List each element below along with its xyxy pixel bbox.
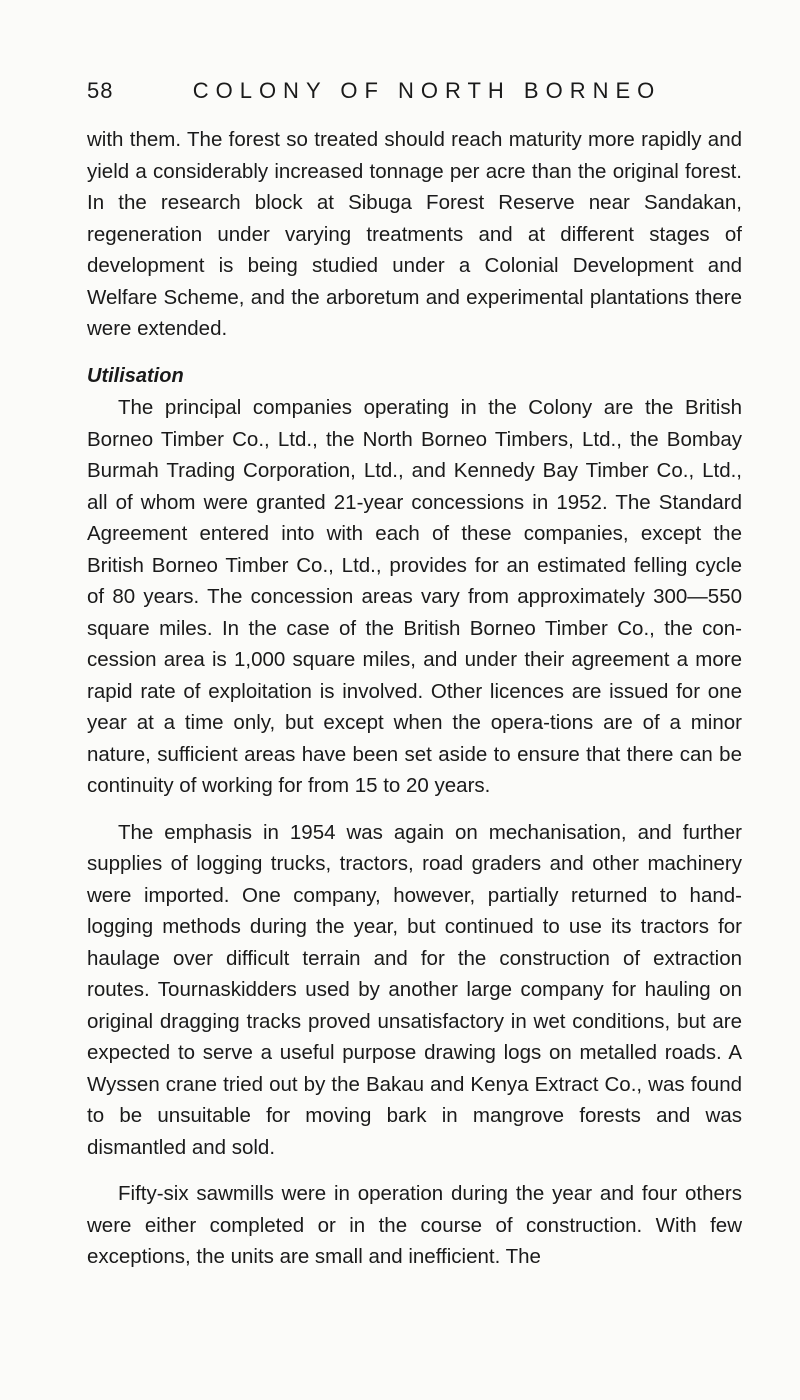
paragraph-sawmills: Fifty-six sawmills were in operation during the year and four others were either completed or in the course of construction. With few exceptions, the units are small and inefficient. The xyxy=(87,1182,742,1268)
paragraph-forest-maturity: with them. The forest so treated should reach maturity more rapidly and yield a considerably increased tonnage per acre than the original forest. In the research block at Sibuga Forest Reserve near Sandakan, regeneration under varying treatments and at different stages of development is being studied under a Colonial Development and Welfare Scheme, and the arboretum and experimental plantations there were extended. xyxy=(87,128,742,340)
body-text xyxy=(87,124,742,1273)
running-title: COLONY OF NORTH BORNEO xyxy=(192,78,662,103)
paragraph-mechanisation: The emphasis in 1954 was again on mechanisation, and further supplies of logging trucks, tractors, road graders and other machinery were imported. One company, however, partially returned to hand-logging methods during the year, but continued to use its tractors for haulage over difficult terrain and for the construction of extraction routes. Tournaskidders used by another large company for hauling on original dragging tracks proved unsatisfactory in wet conditions, but are expected to serve a useful purpose drawing logs on metalled roads. A Wyssen crane tried out by the Bakau and Kenya Extract Co., was found to be unsuitable for moving bark in mangrove forests and was dismantled and sold. xyxy=(87,820,742,1159)
paragraph-principal-companies: The principal companies operating in the Colony are the British Borneo Timber Co., Ltd., the North Borneo Timbers, Ltd., the Bombay Burmah Trading Corporation, Ltd., and Kennedy Bay Timber Co., Ltd., all of whom were granted 21-year concessions in 1952. The Standard Agreement entered into with each of these companies, except the British Borneo Timber Co., Ltd., provides for an estimated felling cycle of 80 years. The concession areas vary from approximately 300—550 square miles. In the case of the British Borneo Timber Co., the con-cession area is 1,000 square miles, and under their agreement a more rapid rate of exploitation is involved. Other licences are issued for one year at a time only, but except when the opera-tions are of a minor nature, sufficient areas have been set aside to ensure that there can be continuity of working for from 15 to 20 years. xyxy=(87,396,742,797)
page-number: 58 xyxy=(87,78,114,103)
section-heading-utilisation: Utilisation xyxy=(87,364,184,387)
page-header xyxy=(87,78,727,110)
